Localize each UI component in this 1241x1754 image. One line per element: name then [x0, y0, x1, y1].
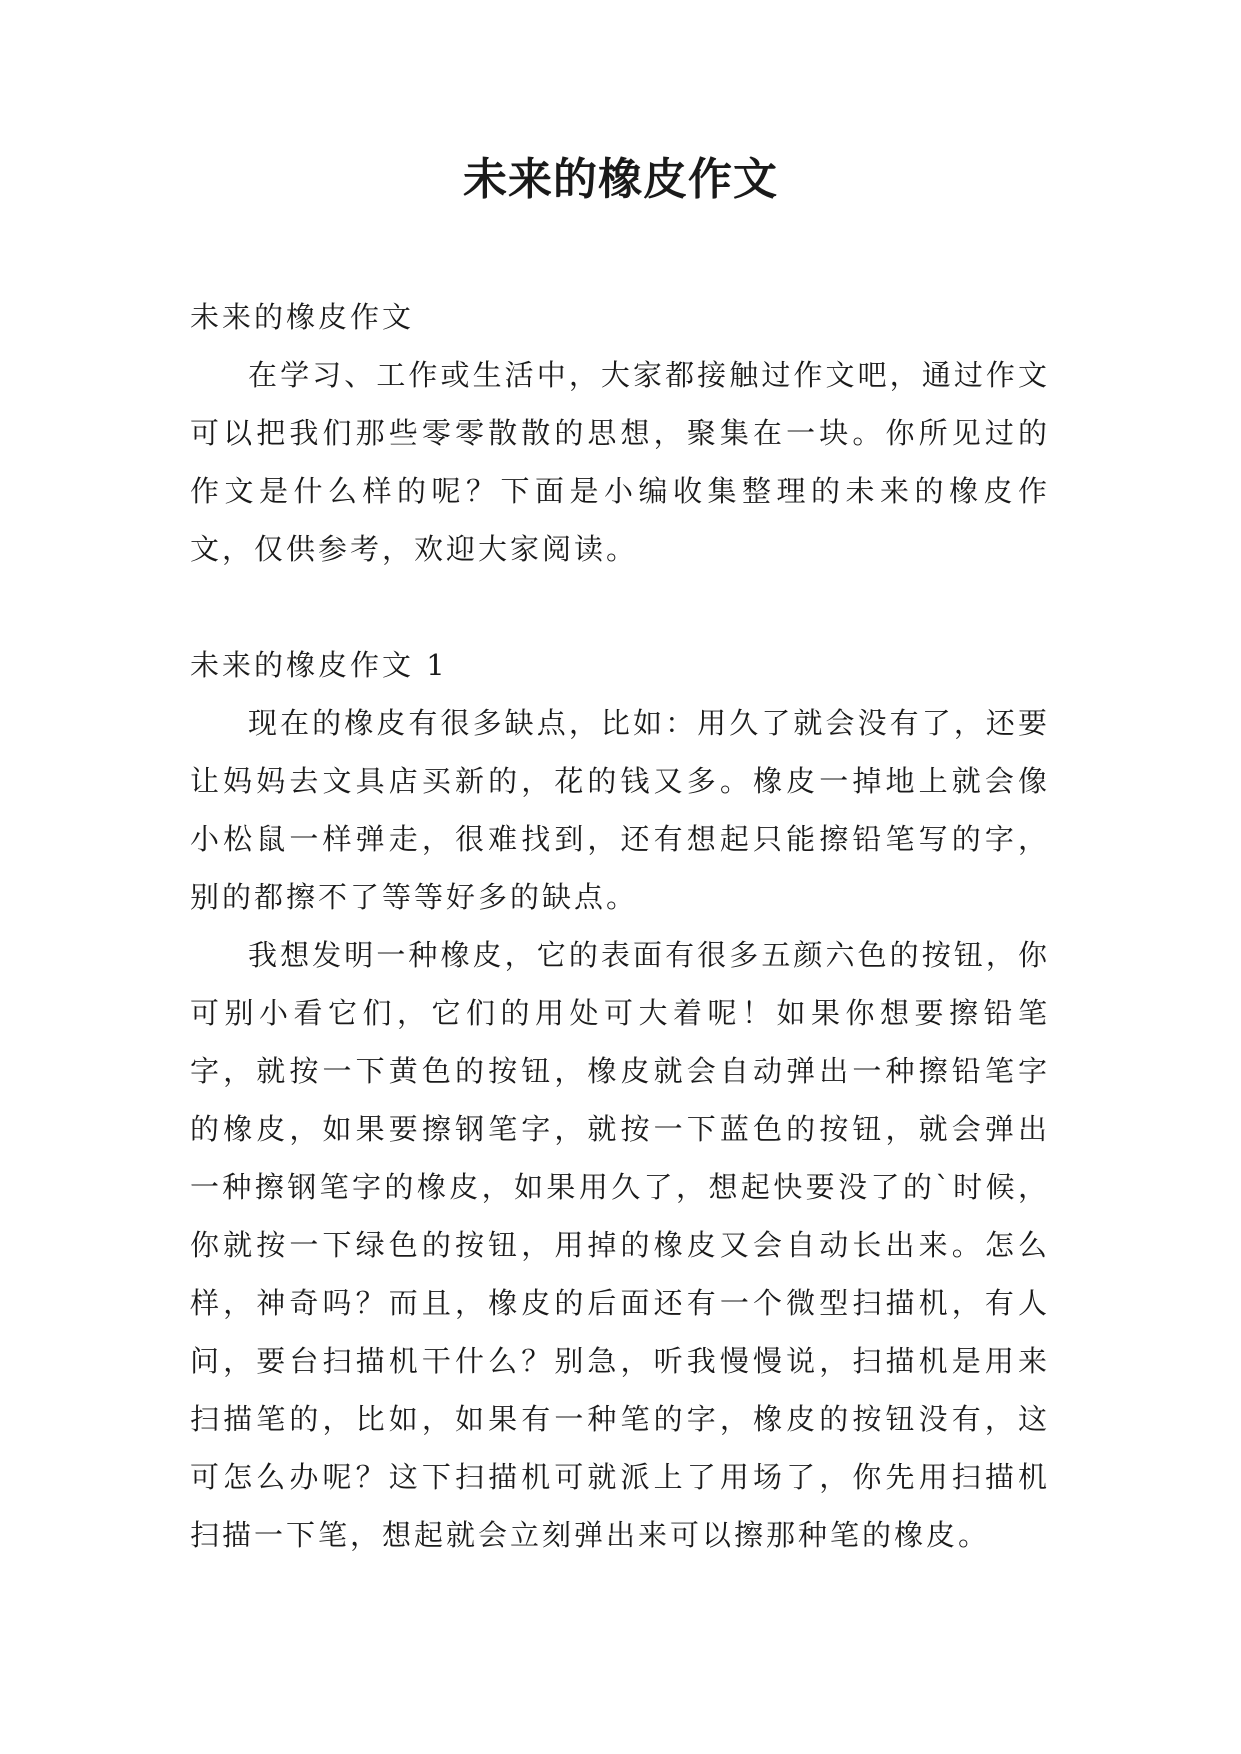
intro-heading: 未来的橡皮作文	[190, 300, 415, 334]
document-title: 未来的橡皮作文	[463, 154, 778, 205]
intro-paragraph: 在学习、工作或生活中，大家都接触过作文吧，通过作文可以把我们那些零零散散的思想，聚集在一块。你所见过的作文是什么样的呢？下面是小编收集整理的未来的橡皮作文，仅供参考，欢迎大家阅读。	[190, 358, 1050, 566]
section-spacer	[190, 578, 1050, 636]
section-1-heading: 未来的橡皮作文 1	[190, 648, 448, 682]
section-1-paragraph-1: 现在的橡皮有很多缺点，比如：用久了就会没有了，还要让妈妈去文具店买新的，花的钱又多。橡皮一掉地上就会像小松鼠一样弹走，很难找到，还有想起只能擦铅笔写的字，别的都擦不了等等好多的缺点。	[190, 706, 1050, 914]
document-body	[190, 288, 1050, 1564]
section-1-paragraph-2: 我想发明一种橡皮，它的表面有很多五颜六色的按钮，你可别小看它们，它们的用处可大着呢！如果你想要擦铅笔字，就按一下黄色的按钮，橡皮就会自动弹出一种擦铅笔字的橡皮，如果要擦钢笔字，就按一下蓝色的按钮，就会弹出一种擦钢笔字的橡皮，如果用久了，想起快要没了的`时候，你就按一下绿色的按钮，用掉的橡皮又会自动长出来。怎么样，神奇吗？而且，橡皮的后面还有一个微型扫描机，有人问，要台扫描机干什么？别急，听我慢慢说，扫描机是用来扫描笔的，比如，如果有一种笔的字，橡皮的按钮没有，这可怎么办呢？这下扫描机可就派上了用场了，你先用扫描机扫描一下笔，想起就会立刻弹出来可以擦那种笔的橡皮。	[190, 938, 1050, 1552]
